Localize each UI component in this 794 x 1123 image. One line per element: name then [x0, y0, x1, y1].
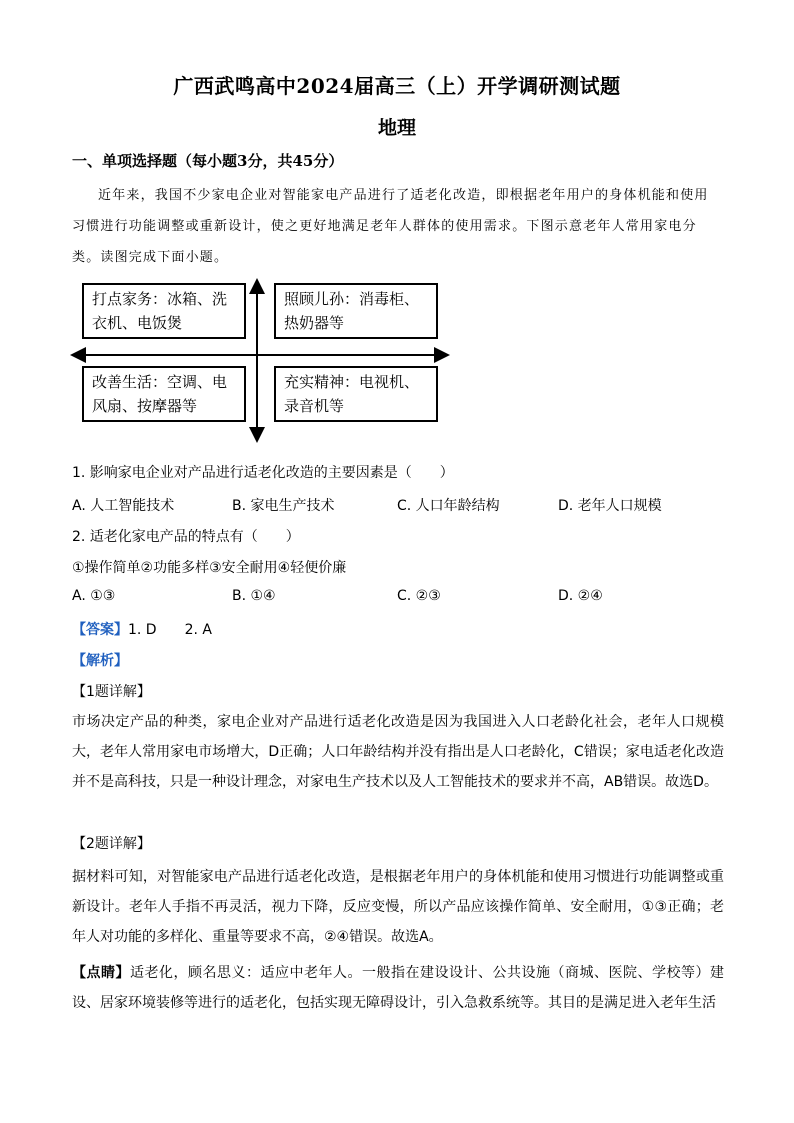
- question-2-items: ①操作简单②功能多样③安全耐用④轻便价廉: [72, 560, 347, 576]
- box-spiritual: 充实精神：电视机、录音机等: [274, 366, 438, 422]
- material-paragraph: 近年来，我国不少家电企业对智能家电产品进行了适老化改造，即根据老年用户的身体机能和使用习惯进行功能调整或重新设计，使之更好地满足老年人群体的使用需求。下图示意老年人常用家电分类。读图完成下面小题。: [72, 188, 709, 265]
- question-2-option-b: B. ①④: [232, 588, 276, 604]
- detail-2-text: 据材料可知，对智能家电产品进行适老化改造，是根据老年用户的身体机能和使用习惯进行功能调整或重新设计。老年人手指不再灵活，视力下降，反应变慢，所以产品应该操作简单、安全耐用，①③正确；老年人对功能的多样化、重量等要求不高，②④错误。故选A。: [72, 869, 724, 945]
- box-improve-life: 改善生活：空调、电风扇、按摩器等: [82, 366, 246, 422]
- question-1-option-c: C. 人口年龄结构: [397, 498, 500, 514]
- tip-text: 适老化，顾名思义：适应中老年人。一般指在建设设计、公共设施（商城、医院、学校等）建设、居家环境装修等进行的适老化，包括实现无障碍设计，引入急救系统等。其目的是满足进入老年生活: [72, 965, 724, 1011]
- question-2-option-d: D. ②④: [558, 588, 603, 604]
- answer-text: 1. D 2. A: [128, 622, 212, 638]
- section-heading: 一、单项选择题（每小题3分，共45分）: [72, 152, 344, 170]
- answer-label: 【答案】: [72, 622, 128, 638]
- analysis-label: 【解析】: [72, 653, 128, 669]
- analysis-line: [72, 650, 128, 670]
- question-1-stem: 1. 影响家电企业对产品进行适老化改造的主要因素是（ ）: [72, 465, 454, 481]
- box-housework: 打点家务：冰箱、洗衣机、电饭煲: [82, 283, 246, 339]
- detail-1-label: 【1题详解】: [72, 684, 151, 700]
- box-childcare: 照顾儿孙：消毒柜、热奶器等: [274, 283, 438, 339]
- page-title: 广西武鸣高中2024届高三（上）开学调研测试题: [173, 74, 621, 98]
- detail-1-text: 市场决定产品的种类，家电企业对产品进行适老化改造是因为我国进入人口老龄化社会，老年人口规模大，老年人常用家电市场增大，D正确；人口年龄结构并没有指出是人口老龄化，C错误；家电适老化改造并不是高科技，只是一种设计理念，对家电生产技术以及人工智能技术的要求并不高，AB错误。故选D。: [72, 714, 724, 790]
- answer-line: [72, 619, 212, 639]
- tip-paragraph: [72, 958, 724, 1018]
- question-1-option-d: D. 老年人口规模: [558, 498, 662, 514]
- tip-label: 【点睛】: [72, 965, 130, 981]
- subject-title: 地理: [377, 117, 416, 139]
- question-1-option-a: A. 人工智能技术: [72, 498, 175, 514]
- appliance-classification-diagram: [70, 278, 450, 443]
- question-1-option-b: B. 家电生产技术: [232, 498, 335, 514]
- question-2-option-c: C. ②③: [397, 588, 441, 604]
- question-2-option-a: A. ①③: [72, 588, 116, 604]
- question-2-stem: 2. 适老化家电产品的特点有（ ）: [72, 529, 300, 545]
- detail-2-label: 【2题详解】: [72, 836, 151, 852]
